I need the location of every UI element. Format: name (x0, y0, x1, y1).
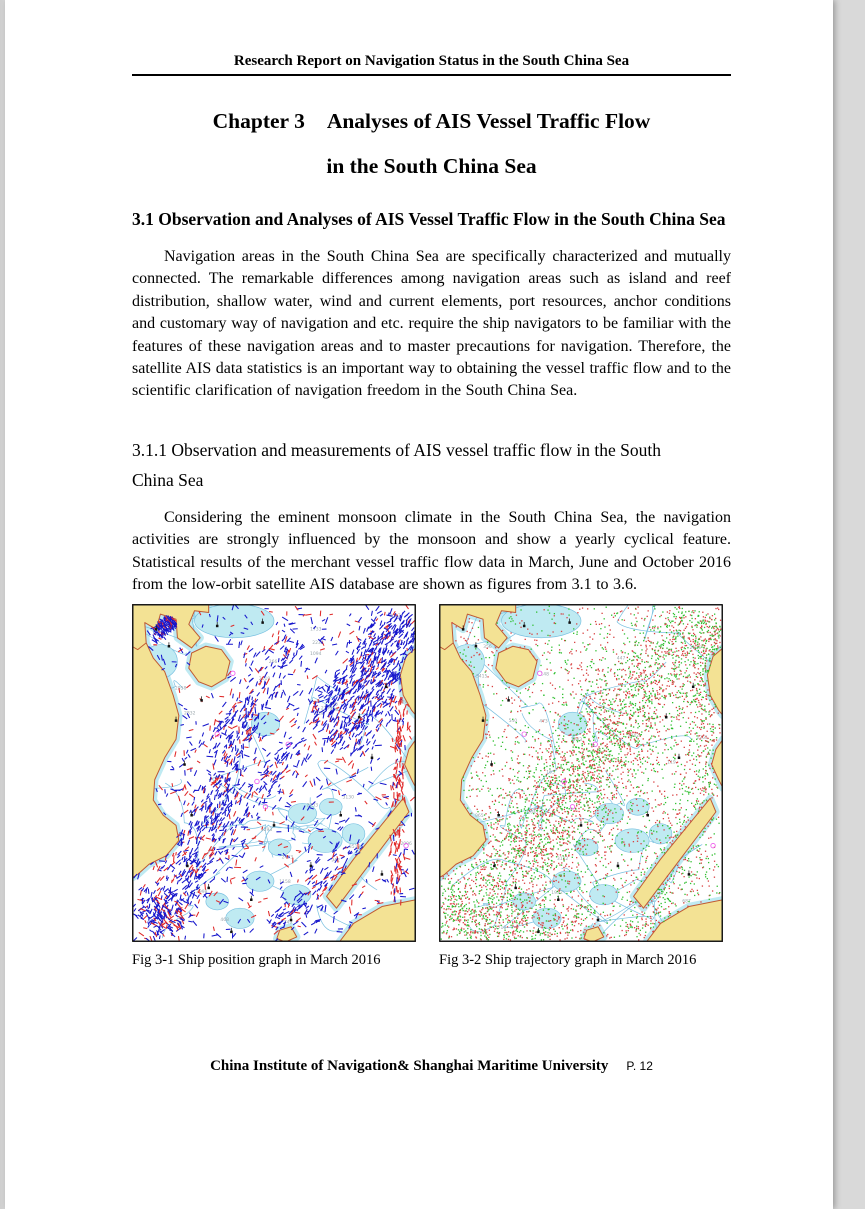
chapter-title-line2: in the South China Sea (326, 154, 537, 178)
page-footer (132, 1057, 731, 1075)
section-3-1-1-paragraph: Considering the eminent monsoon climate in the South China Sea, the navigation activities are strongly influenced by the monsoon and show a yearly cyclical feature. Statistical results of the merchant vessel traffic flow data in March, June and October 2016 from the low-orbit satellite AIS database are shown as figures from 3.1 to 3.6. (132, 508, 731, 594)
figure-3-2 (439, 604, 723, 969)
page-number: P. 12 (626, 1059, 653, 1074)
figure-3-2-caption: Fig 3-2 Ship trajectory graph in March 2016 (439, 952, 697, 969)
ship-position-map-march-2016 (132, 604, 416, 942)
running-header (132, 0, 731, 76)
chapter-number: Chapter 3 (212, 109, 305, 133)
running-header-rule (132, 74, 731, 76)
document-page (5, 0, 833, 1209)
running-header-title: Research Report on Navigation Status in the South China Sea (233, 53, 630, 69)
ship-trajectory-map-march-2016 (439, 604, 723, 942)
figure-3-1-caption: Fig 3-1 Ship position graph in March 2016 (132, 952, 381, 969)
section-3-1-paragraph: Navigation areas in the South China Sea are specifically characterized and mutually connected. The remarkable differences among navigation areas such as island and reef distribution, shallow water, wind and current elements, port resources, anchor conditions and customary way of navigation and etc. require the ship navigators to be familiar with the features of these navigation areas and to master precautions for navigation. Therefore, the satellite AIS data statistics is an important way to obtaining the vessel traffic flow and to the scientific clarification of navigation freedom in the South China Sea. (132, 248, 731, 400)
page-content (5, 0, 833, 1075)
section-3-1-1-heading: 3.1.1 Observation and measurements of AIS vessel traffic flow in the South China Sea (132, 439, 661, 490)
chapter-title (132, 109, 731, 134)
footer-organization: China Institute of Navigation& Shanghai Maritime University (210, 1058, 609, 1075)
figure-row (132, 604, 731, 969)
section-3-1-heading: 3.1 Observation and Analyses of AIS Vessel Traffic Flow in the South China Sea (132, 209, 726, 229)
figure-3-1 (132, 604, 416, 969)
chapter-title-text: Analyses of AIS Vessel Traffic Flow (326, 109, 651, 133)
